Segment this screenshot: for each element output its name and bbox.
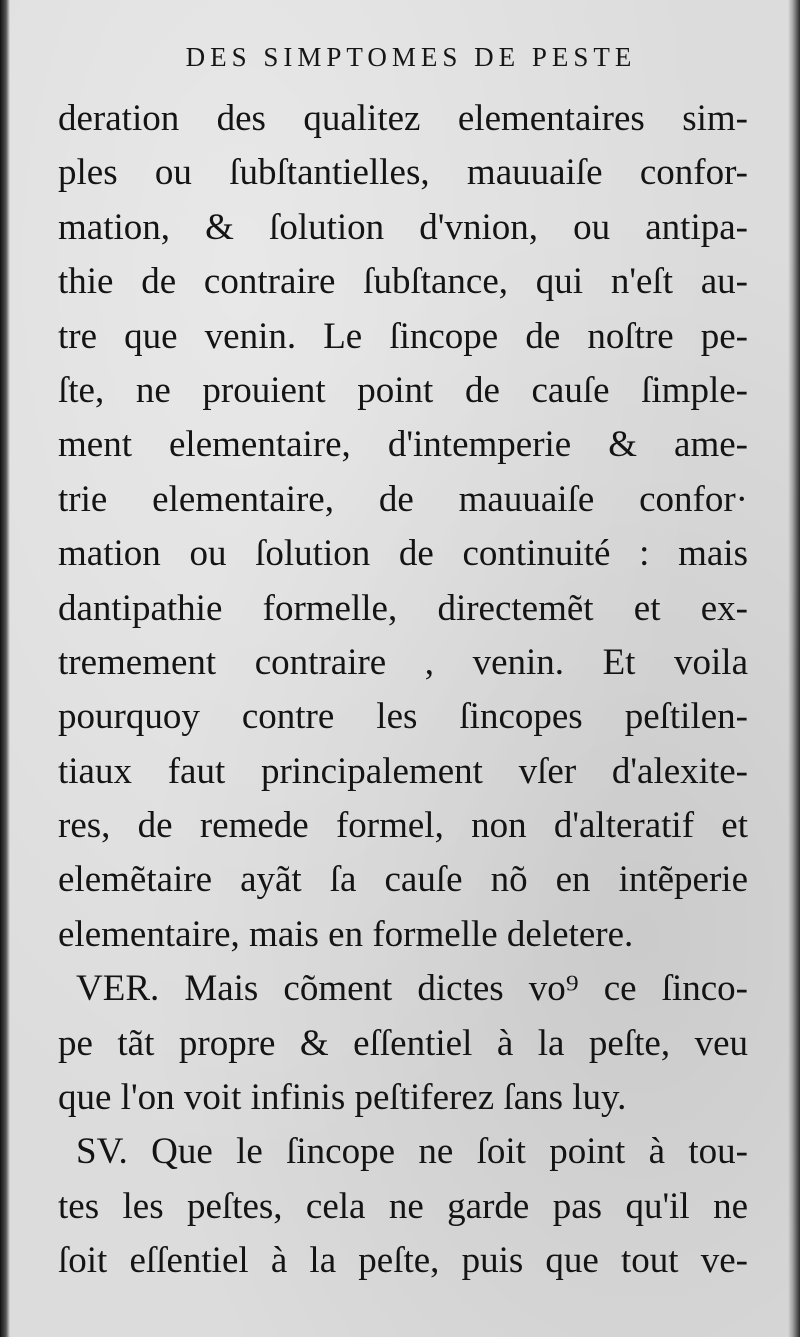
text-line: deration des qualitez elementaires sim- [58, 98, 748, 139]
text-line: tes les peſtes, cela ne garde pas qu'il ne [58, 1185, 748, 1227]
page-left-shadow [0, 0, 10, 1337]
text-line: mation ou ſolution de continuité : mais [58, 533, 748, 575]
text-line: tiaux faut principalement vſer d'alexite- [58, 750, 748, 792]
text-line: thie de contraire ſubſtance, qui n'eſt au- [58, 261, 748, 303]
text-line: elementaire, mais en formelle deletere. [58, 913, 634, 955]
text-line: mation, & ſolution d'vnion, ou antipa- [58, 206, 748, 248]
body-text [58, 92, 748, 1289]
text-line: ment elementaire, d'intemperie & ame- [58, 424, 748, 466]
running-head: DES SIMPTOMES DE PESTE [185, 42, 637, 72]
text-line: pourquoy contre les ſincopes peſtilen- [58, 696, 748, 738]
text-line: trie elementaire, de mauuaiſe confor· [58, 478, 748, 520]
text-line: ſoit eſſentiel à la peſte, puis que tout ve- [58, 1240, 748, 1282]
text-line: SV. Que le ſincope ne ſoit point à tou- [76, 1131, 748, 1173]
text-line: dantipathie formelle, directemẽt et ex- [58, 587, 748, 629]
text-line: ſte, ne prouient point de cauſe ſimple- [58, 369, 748, 411]
text-line: VER. Mais cõment dictes vo⁹ ce ſinco- [76, 968, 748, 1010]
text-line: ples ou ſubſtantielles, mauuaiſe confor- [58, 152, 748, 194]
text-line: elemẽtaire ayãt ſa cauſe nõ en intẽperie [58, 859, 748, 901]
page-right-shadow [788, 0, 800, 1337]
text-line: tremement contraire , venin. Et voila [58, 641, 748, 683]
text-line: que l'on voit infinis peſtiferez ſans luy. [58, 1077, 627, 1119]
text-line: tre que venin. Le ſincope de noſtre pe- [58, 315, 748, 357]
text-line: res, de remede formel, non d'alteratif et [58, 805, 748, 847]
text-line: pe tãt propre & eſſentiel à la peſte, veu [58, 1022, 748, 1064]
